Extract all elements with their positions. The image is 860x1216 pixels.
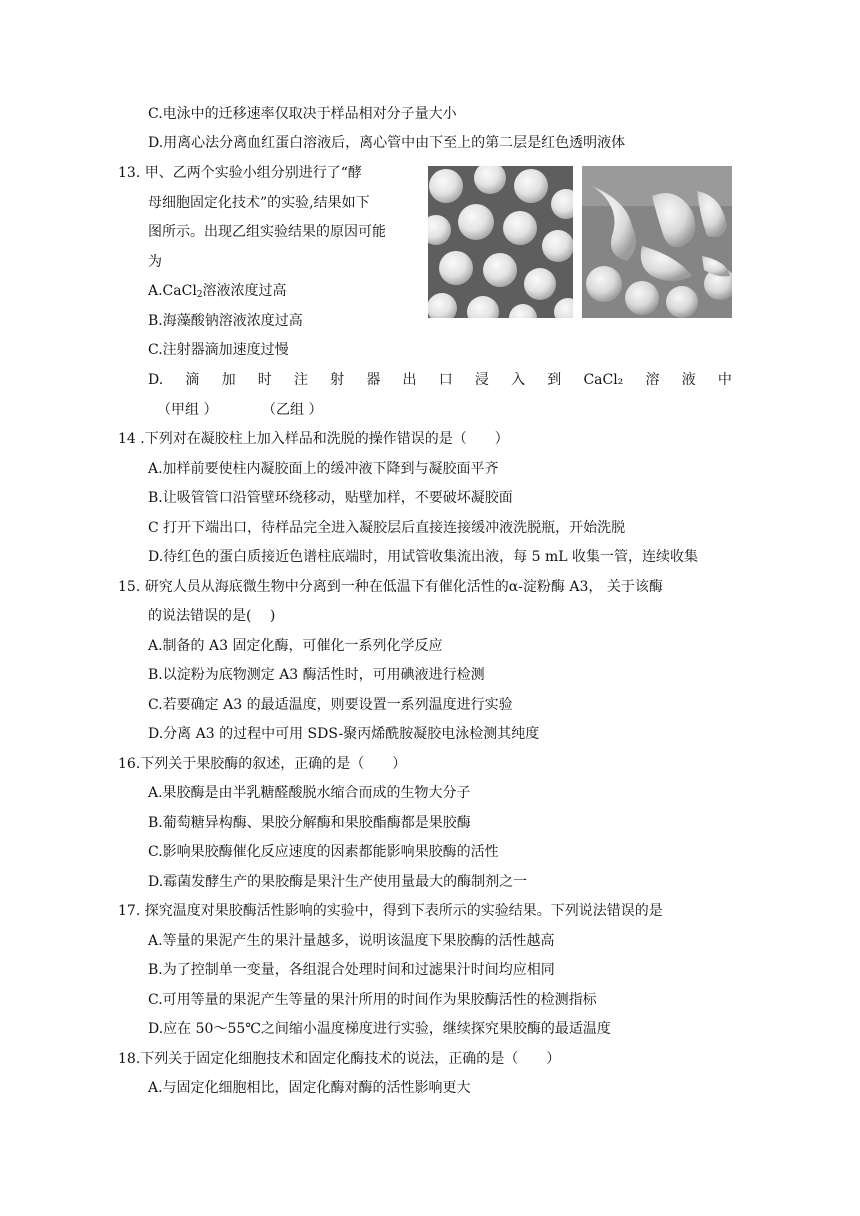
option-14b: B.让吸管管口沿管壁环绕移动，贴壁加样，不要破坏凝胶面: [148, 490, 513, 506]
option-14d: D.待红色的蛋白质接近色谱柱底端时，用试管收集流出液，每 5 mL 收集一管，连续收集: [148, 549, 699, 565]
option-15c: C.若要确定 A3 的最适温度，则要设置一系列温度进行实验: [148, 697, 513, 713]
option-13d-part: 注: [293, 372, 308, 388]
option-16c: C.影响果胶酶催化反应速度的因素都能影响果胶酶的活性: [148, 844, 499, 860]
question-15-line2: 的说法错误的是( ): [148, 608, 276, 624]
option-18a: A.与固定化细胞相比，固定化酶对酶的活性影响更大: [148, 1080, 471, 1096]
question-13-line2: 母细胞固定化技术”的实验,结果如下: [148, 195, 370, 211]
question-18: 18.下列关于固定化细胞技术和固定化酶技术的说法，正确的是（ ）: [118, 1051, 561, 1067]
photo-group-a-beads: [428, 166, 573, 318]
option-15b: B.以淀粉为底物测定 A3 酶活性时，可用碘液进行检测: [148, 667, 485, 683]
option-13d-part: 滴: [185, 372, 200, 388]
option-14c: C 打开下端出口，待样品完全进入凝胶层后直接连接缓冲液洗脱瓶，开始洗脱: [148, 520, 626, 536]
option-13d-part: 液: [681, 372, 696, 388]
caption-group-a: （甲组 ）: [157, 402, 218, 418]
option-16a: A.果胶酶是由半乳糖醛酸脱水缩合而成的生物大分子: [148, 785, 471, 801]
question-17: 17. 探究温度对果胶酶活性影响的实验中，得到下表所示的实验结果。下列说法错误的是: [118, 903, 663, 919]
option-13d-part: CaCl₂: [583, 372, 624, 388]
option-17d: D.应在 50～55℃之间缩小温度梯度进行实验，继续探究果胶酶的最适温度: [148, 1021, 611, 1037]
option-13d-part: D.: [148, 372, 164, 388]
option-14a: A.加样前要使柱内凝胶面上的缓冲液下降到与凝胶面平齐: [148, 461, 499, 477]
caption-group-b: （乙组 ）: [262, 402, 323, 418]
question-16: 16.下列关于果胶酶的叙述，正确的是（ ）: [118, 756, 407, 772]
option-13d-part: 出: [402, 372, 417, 388]
option-13c: C.注射器滴加速度过慢: [148, 342, 289, 358]
option-13d-part: 器: [366, 372, 381, 388]
option-13d-part: 时: [257, 372, 272, 388]
option-17c: C.可用等量的果泥产生等量的果汁所用的时间作为果胶酶活性的检测指标: [148, 992, 597, 1008]
option-13d: [148, 370, 732, 390]
option-17b: B.为了控制单一变量，各组混合处理时间和过滤果汁时间均应相同: [148, 962, 555, 978]
option-13d-part: 入: [511, 372, 526, 388]
option-16b: B.葡萄糖异构酶、果胶分解酶和果胶酯酶都是果胶酶: [148, 815, 471, 831]
photo-group-b-tailed-beads: [582, 166, 732, 318]
option-12c: C.电泳中的迁移速率仅取决于样品相对分子量大小: [148, 106, 457, 122]
option-12d: D.用离心法分离血红蛋白溶液后，离心管中由下至上的第二层是红色透明液体: [148, 135, 626, 151]
question-13-line3: 图所示。出现乙组实验结果的原因可能: [148, 224, 386, 240]
option-13d-part: 射: [330, 372, 345, 388]
option-13d-part: 口: [438, 372, 453, 388]
option-15d: D.分离 A3 的过程中可用 SDS-聚丙烯酰胺凝胶电泳检测其纯度: [148, 726, 540, 742]
question-15-line1: 15. 研究人员从海底微生物中分离到一种在低温下有催化活性的α-淀粉酶 A3， 关于该酶: [118, 579, 663, 595]
option-13d-part: 溶: [645, 372, 660, 388]
option-13d-part: 浸: [474, 372, 489, 388]
option-16d: D.霉菌发酵生产的果胶酶是果汁生产使用量最大的酶制剂之一: [148, 874, 528, 890]
option-13d-part: 加: [221, 372, 236, 388]
option-13a: A.CaCl$_2$溶液浓度过高: [148, 283, 287, 300]
option-13d-part: 中: [717, 372, 732, 388]
option-17a: A.等量的果泥产生的果汁量越多，说明该温度下果胶酶的活性越高: [148, 933, 555, 949]
question-13-line4: 为: [148, 254, 162, 270]
option-13d-part: 到: [547, 372, 562, 388]
question-14: 14 .下列对在凝胶柱上加入样品和洗脱的操作错误的是（ ）: [118, 431, 509, 447]
option-15a: A.制备的 A3 固定化酶，可催化一系列化学反应: [148, 638, 443, 654]
option-13b: B.海藻酸钠溶液浓度过高: [148, 313, 303, 329]
question-13-line1: 13. 甲、乙两个实验小组分别进行了“酵: [118, 165, 362, 181]
